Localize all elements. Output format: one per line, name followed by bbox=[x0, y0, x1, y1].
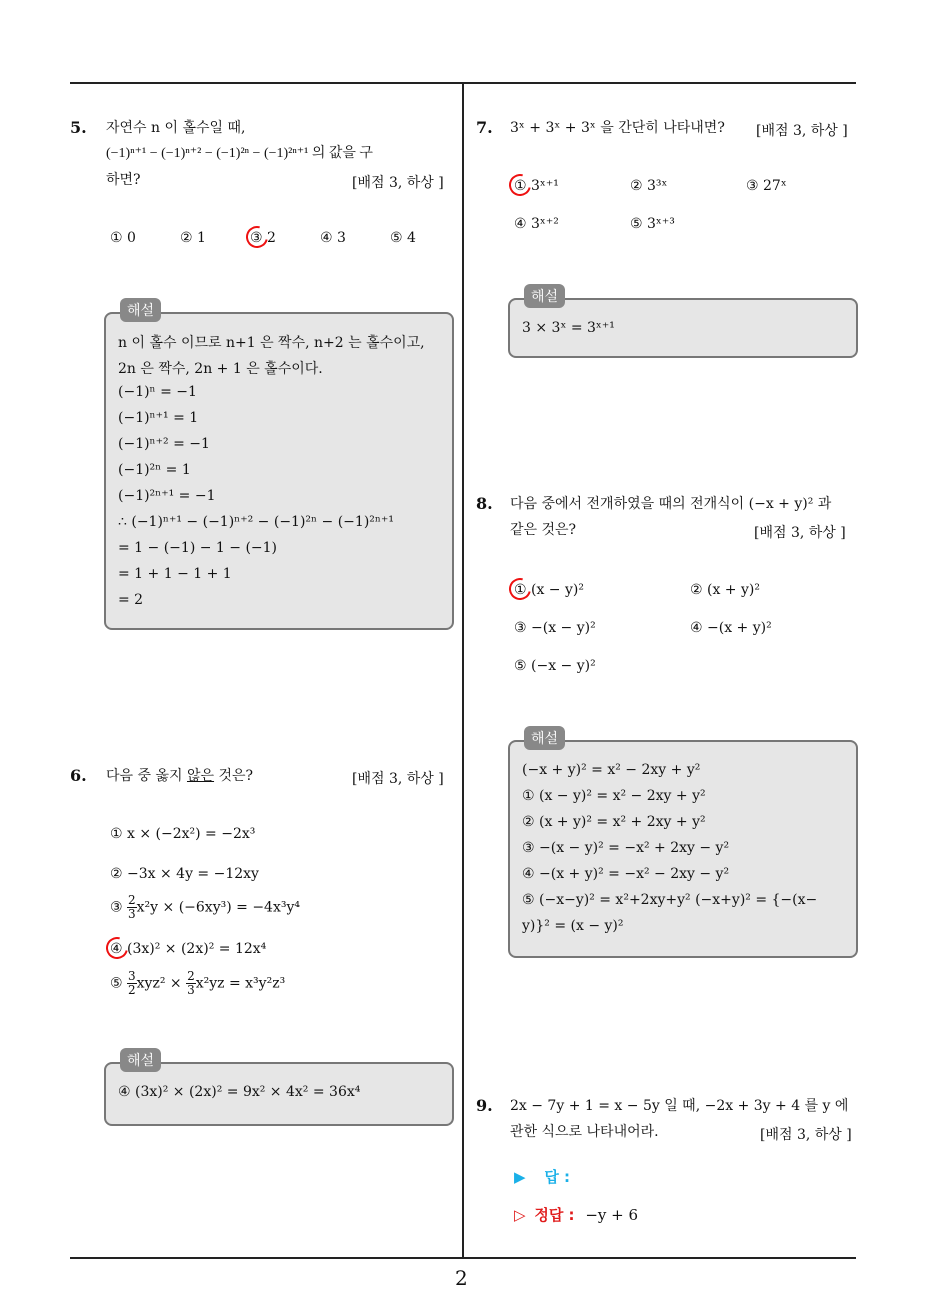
q7-answer-circle bbox=[505, 170, 535, 200]
q5-sol-line: (−1)ⁿ⁺² = −1 bbox=[118, 436, 210, 452]
correct-arrow-icon: ▷ bbox=[514, 1206, 526, 1224]
q5-sol-line: n 이 홀수 이므로 n+1 은 짝수, n+2 는 홀수이고, bbox=[118, 335, 425, 351]
q7-tag: [배점 3, 하상 ] bbox=[756, 123, 848, 139]
q9-line2: 관한 식으로 나타내어라. bbox=[510, 1124, 659, 1140]
q8-solution-label: 해설 bbox=[524, 726, 565, 750]
q9-line1: 2x − 7y + 1 = x − 5y 일 때, −2x + 3y + 4 를 y 에 bbox=[510, 1098, 849, 1114]
q6-sol-line: ④ (3x)² × (2x)² = 9x² × 4x² = 36x⁴ bbox=[118, 1084, 361, 1100]
q8-line1: 다음 중에서 전개하였을 때의 전개식이 (−x + y)² 과 bbox=[510, 496, 832, 512]
q5-choice-1[interactable]: ① 0 bbox=[110, 230, 136, 246]
q5-sol-line: ∴ (−1)ⁿ⁺¹ − (−1)ⁿ⁺² − (−1)²ⁿ − (−1)²ⁿ⁺¹ bbox=[118, 514, 394, 530]
q6-c5-marker: ⑤ bbox=[110, 975, 123, 992]
page-number: 2 bbox=[455, 1266, 468, 1290]
q6-c5-den1: 2 bbox=[128, 983, 136, 997]
q9-correct-label: 정답 : bbox=[534, 1206, 575, 1224]
q8-sol-line: ④ −(x + y)² = −x² − 2xy − y² bbox=[522, 866, 730, 882]
q6-choice-1[interactable]: ① x × (−2x²) = −2x³ bbox=[110, 826, 256, 842]
q7-choice-2[interactable]: ② 3³ˣ bbox=[630, 178, 668, 194]
q7-question: 3ˣ + 3ˣ + 3ˣ 을 간단히 나타내면? bbox=[510, 120, 725, 136]
q5-sol-line: (−1)ⁿ = −1 bbox=[118, 384, 197, 400]
q7-choice-1[interactable]: ① 3ˣ⁺¹ bbox=[514, 178, 559, 194]
q9-correct-value: −y + 6 bbox=[585, 1206, 639, 1224]
q5-number: 5. bbox=[70, 118, 87, 137]
q6-c5-expr: x²yz = x³y²z³ bbox=[195, 975, 286, 992]
q5-line1: 자연수 n 이 홀수일 때, bbox=[106, 120, 246, 136]
q6-c5-mid: xyz² × bbox=[136, 975, 182, 992]
q6-c5-fraction-2 bbox=[186, 970, 196, 997]
q6-text-b: 것은? bbox=[214, 768, 254, 784]
q6-answer-circle bbox=[102, 933, 132, 963]
q5-solution-label: 해설 bbox=[120, 298, 161, 322]
q6-c5-den2: 3 bbox=[187, 983, 195, 997]
q8-answer-circle bbox=[505, 574, 535, 604]
q8-sol-line: y)}² = (x − y)² bbox=[522, 918, 624, 934]
q5-sol-line: (−1)ⁿ⁺¹ = 1 bbox=[118, 410, 199, 426]
q6-c3-fraction bbox=[127, 894, 137, 921]
q6-choice-3[interactable] bbox=[110, 894, 300, 921]
q7-choice-4[interactable]: ④ 3ˣ⁺² bbox=[514, 216, 559, 232]
q5-line3: 하면? bbox=[106, 172, 141, 188]
column-divider bbox=[462, 82, 464, 1258]
q6-c3-expr: x²y × (−6xy³) = −4x³y⁴ bbox=[136, 899, 300, 916]
q9-answer-row[interactable] bbox=[514, 1166, 570, 1187]
q8-number: 8. bbox=[476, 494, 493, 513]
q8-choice-4[interactable]: ④ −(x + y)² bbox=[690, 620, 772, 636]
q6-tag: [배점 3, 하상 ] bbox=[352, 771, 444, 787]
q6-question bbox=[106, 763, 253, 789]
q6-c3-marker: ③ bbox=[110, 899, 123, 916]
q9-number: 9. bbox=[476, 1096, 493, 1115]
q5-tag: [배점 3, 하상 ] bbox=[352, 175, 444, 191]
q5-sol-line: = 2 bbox=[118, 592, 144, 608]
answer-arrow-icon: ▶ bbox=[514, 1168, 526, 1186]
q6-choice-5[interactable] bbox=[110, 970, 285, 997]
q6-choice-4[interactable]: ④ (3x)² × (2x)² = 12x⁴ bbox=[110, 941, 267, 957]
q6-c3-den: 3 bbox=[128, 907, 136, 921]
q5-choice-4[interactable]: ④ 3 bbox=[320, 230, 346, 246]
q6-number: 6. bbox=[70, 766, 87, 785]
q8-choice-3[interactable]: ③ −(x − y)² bbox=[514, 620, 596, 636]
q5-sol-line: (−1)²ⁿ⁺¹ = −1 bbox=[118, 488, 216, 504]
q8-sol-line: ⑤ (−x−y)² = x²+2xy+y² (−x+y)² = {−(x− bbox=[522, 892, 818, 908]
q5-sol-line: = 1 − (−1) − 1 − (−1) bbox=[118, 540, 278, 556]
q8-tag: [배점 3, 하상 ] bbox=[754, 525, 846, 541]
q7-solution-label: 해설 bbox=[524, 284, 565, 308]
q6-choice-2[interactable]: ② −3x × 4y = −12xy bbox=[110, 866, 259, 882]
q8-choice-2[interactable]: ② (x + y)² bbox=[690, 582, 760, 598]
q6-text-underlined: 않은 bbox=[186, 768, 215, 784]
q5-choice-2[interactable]: ② 1 bbox=[180, 230, 206, 246]
q9-tag: [배점 3, 하상 ] bbox=[760, 1127, 852, 1143]
q5-sol-line: 2n 은 짝수, 2n + 1 은 홀수이다. bbox=[118, 361, 323, 377]
q5-line2: (−1)ⁿ⁺¹ − (−1)ⁿ⁺² − (−1)²ⁿ − (−1)²ⁿ⁺¹ 의 값을 구 bbox=[106, 146, 373, 161]
q8-choice-5[interactable]: ⑤ (−x − y)² bbox=[514, 658, 596, 674]
q5-choice-3[interactable]: ③ 2 bbox=[250, 230, 276, 246]
q8-sol-line: (−x + y)² = x² − 2xy + y² bbox=[522, 762, 701, 778]
q6-solution-label: 해설 bbox=[120, 1048, 161, 1072]
q5-choice-5[interactable]: ⑤ 4 bbox=[390, 230, 416, 246]
q8-sol-line: ② (x + y)² = x² + 2xy + y² bbox=[522, 814, 706, 830]
q6-c5-num2: 2 bbox=[187, 969, 195, 983]
q6-c5-fraction-1 bbox=[127, 970, 137, 997]
q7-choice-5[interactable]: ⑤ 3ˣ⁺³ bbox=[630, 216, 675, 232]
q8-choice-1[interactable]: ① (x − y)² bbox=[514, 582, 584, 598]
bottom-rule bbox=[70, 1257, 856, 1259]
q9-answer-label: 답 : bbox=[544, 1168, 571, 1186]
q5-sol-line: (−1)²ⁿ = 1 bbox=[118, 462, 191, 478]
q9-correct-row bbox=[514, 1204, 638, 1225]
q8-sol-line: ① (x − y)² = x² − 2xy + y² bbox=[522, 788, 706, 804]
q6-c3-num: 2 bbox=[128, 893, 136, 907]
q8-line2: 같은 것은? bbox=[510, 522, 577, 538]
q5-answer-circle bbox=[242, 222, 272, 252]
q7-choice-3[interactable]: ③ 27ˣ bbox=[746, 178, 787, 194]
q6-c5-num1: 3 bbox=[128, 969, 136, 983]
q7-number: 7. bbox=[476, 118, 493, 137]
q8-sol-line: ③ −(x − y)² = −x² + 2xy − y² bbox=[522, 840, 730, 856]
q6-text-a: 다음 중 옳지 bbox=[106, 768, 187, 784]
q7-sol-line: 3 × 3ˣ = 3ˣ⁺¹ bbox=[522, 320, 615, 336]
q5-sol-line: = 1 + 1 − 1 + 1 bbox=[118, 566, 232, 582]
